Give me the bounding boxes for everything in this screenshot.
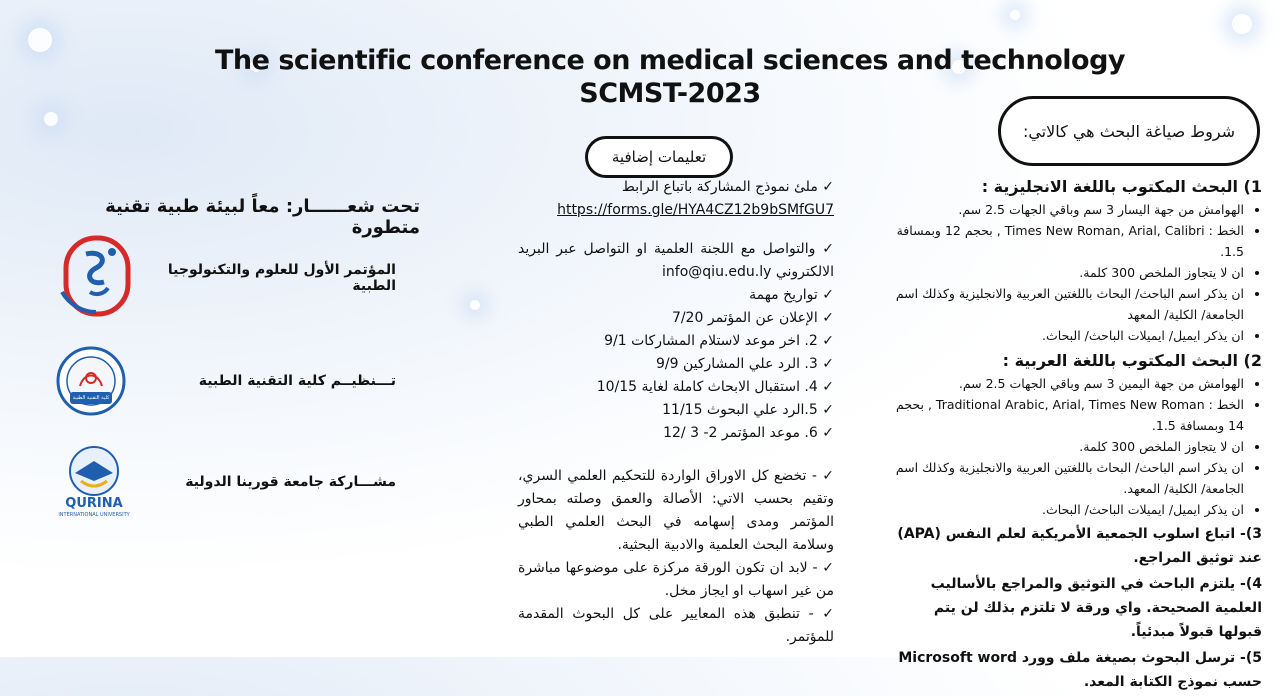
arabic-heading: 2) البحث المكتوب باللغة العربية : xyxy=(1002,351,1262,370)
date-item: ✓ الإعلان عن المؤتمر 7/20 xyxy=(671,310,834,326)
date-item: ✓ 4. استقبال الابحاث كاملة لغاية 10/15 xyxy=(596,379,834,395)
instructions-pill xyxy=(585,136,733,178)
list-item: • ان يذكر ايميل/ ايميلات الباحث/ البحاث. xyxy=(890,499,1244,520)
date-item: ✓ 5.الرد علي البحوث 11/15 xyxy=(662,402,834,418)
college-label: تـــنظيــم كلية التقنية الطبية xyxy=(198,373,396,389)
formatting-conditions xyxy=(890,172,1262,696)
list-item: • ان لا يتجاوز الملخص 300 كلمة. xyxy=(890,262,1244,283)
bokeh-light xyxy=(44,112,58,126)
review-focus: ✓ - لابد ان تكون الورقة مركزة على موضوعها مباشرة من غير اسهاب او ايجاز مخل. xyxy=(518,560,834,599)
point-4: 4)- يلتزم الباحث في التوثيق والمراجع بالأساليب العلمية الصحيحة. واي ورقة لا تلتزم بذلك لن يتم قبولها قبولاً مبدئياً. xyxy=(930,576,1262,640)
bokeh-light xyxy=(1010,10,1020,20)
list-item: • ان لا يتجاوز الملخص 300 كلمة. xyxy=(890,436,1244,457)
logo-row-college xyxy=(56,346,396,416)
form-line: ✓ ملئ نموذج المشاركة باتباع الرابط xyxy=(621,179,834,195)
qurina-university-logo-icon xyxy=(56,445,132,519)
point-5: 5)- ترسل البحوث بصيغة ملف وورد Microsoft word حسب نموذج الكتابة المعد. xyxy=(898,650,1262,690)
university-label: مشـــاركة جامعة قورينا الدولية xyxy=(185,474,396,490)
additional-instructions xyxy=(518,176,834,649)
college-seal-icon xyxy=(56,346,126,416)
qurina-brand-sub: INTERNATIONAL UNIVERSITY xyxy=(58,512,130,518)
list-item: • ان يذكر اسم الباحث/ البحاث باللغتين العربية والانجليزية وكذلك اسم الجامعة/ الكلية/ المعهد. xyxy=(890,457,1244,499)
conditions-pill-label: شروط صياغة البحث هي كالاتي: xyxy=(1022,121,1236,141)
date-item: ✓ 2. اخر موعد لاستلام المشاركات 9/1 xyxy=(604,333,834,349)
conditions-pill xyxy=(998,96,1260,166)
bokeh-light xyxy=(1232,14,1252,34)
form-link[interactable]: https://forms.gle/HYA4CZ12b9bSMfGU7 xyxy=(557,202,834,218)
date-item: ✓ 3. الرد علي المشاركين 9/9 xyxy=(656,356,834,372)
instructions-pill-label: تعليمات إضافية xyxy=(611,148,707,166)
title-line-1: The scientific conference on medical sciences and technology xyxy=(214,45,1126,76)
title-line-2: SCMST-2023 xyxy=(579,78,761,109)
logo-row-conference xyxy=(56,232,396,324)
list-item: • ان يذكر ايميل/ ايميلات الباحث/ البحاث. xyxy=(890,325,1244,346)
date-item: ✓ 6. موعد المؤتمر 2- 3 /12 xyxy=(663,425,834,441)
english-list xyxy=(890,199,1262,346)
list-item: • الهوامش من جهة اليمين 3 سم وباقي الجهات 2.5 سم. xyxy=(890,373,1244,394)
list-item: • ان يذكر اسم الباحث/ البحاث باللغتين العربية والانجليزية وكذلك اسم الجامعة/ الكلية/ المعهد xyxy=(890,283,1244,325)
arabic-list xyxy=(890,373,1262,520)
list-item: • الخط : Times New Roman, Arial, Calibri , بحجم 12 وبمسافة 1.5. xyxy=(890,220,1244,262)
logo-row-university xyxy=(56,440,396,524)
point-3: 3)- اتباع اسلوب الجمعية الأمريكية لعلم النفس (APA) عند توثيق المراجع. xyxy=(897,526,1262,566)
conference-logo-icon xyxy=(56,232,138,324)
english-heading: 1) البحث المكتوب باللغة الانجليزية : xyxy=(981,177,1262,196)
qurina-brand: QURINA xyxy=(65,496,123,511)
contact-line: ✓ والتواصل مع اللجنة العلمية او التواصل عبر البريد الالكتروني info@qiu.edu.ly xyxy=(518,241,834,280)
list-item: • الهوامش من جهة اليسار 3 سم وباقي الجهات 2.5 سم. xyxy=(890,199,1244,220)
conference-label: المؤتمر الأول للعلوم والتكنولوجيا الطبية xyxy=(167,262,396,294)
review-criteria: ✓ - تخضع كل الاوراق الواردة للتحكيم العلمي السري، وتقيم بحسب الاتي: الأصالة والعمق وصلته بمحاور المؤتمر ومدى إسهامه في البحث العلمي الطبي وسلامة البحث العلمية والادبية البحثية. xyxy=(518,468,834,553)
bokeh-light xyxy=(470,300,480,310)
dates-title: ✓ تواريخ مهمة xyxy=(749,287,834,303)
review-scope: ✓ - تنطبق هذه المعايير على كل البحوث المقدمة للمؤتمر. xyxy=(518,606,834,645)
college-seal-text: كلية التقنية الطبية xyxy=(72,395,110,401)
list-item: • الخط : Traditional Arabic, Arial, Times New Roman , بحجم 14 وبمسافة 1.5. xyxy=(890,394,1244,436)
slogan: تحت شعــــــار: معاً لبيئة طبية تقنية متطورة xyxy=(105,196,420,238)
